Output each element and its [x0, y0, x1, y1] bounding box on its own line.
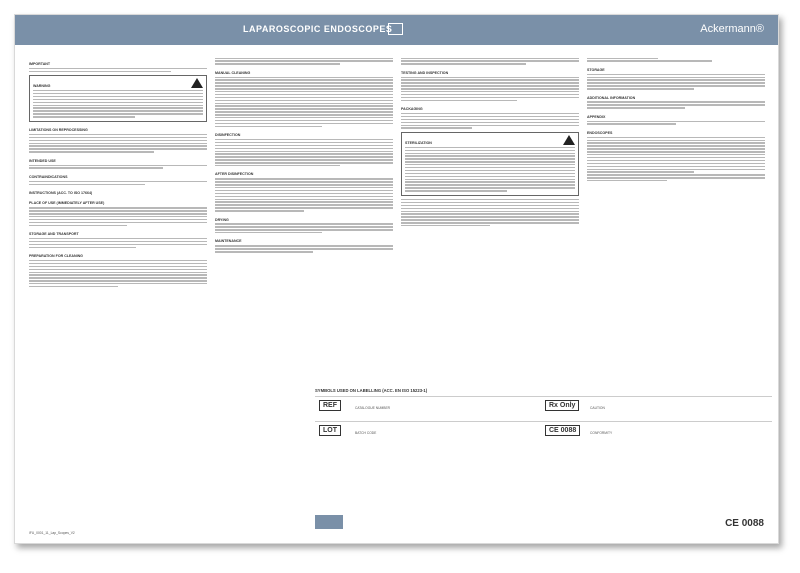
heading-intended-use: INTENDED USE	[29, 158, 56, 163]
ce-symbol: CE 0088	[545, 425, 580, 436]
heading-disinfection: DISINFECTION	[215, 133, 241, 138]
brand-logo-text: Ackermann®	[700, 23, 764, 35]
ce-symbol-label: CONFORMITY	[590, 431, 613, 435]
rx-only-label: CAUTION	[590, 406, 605, 410]
symbols-heading: SYMBOLS USED ON LABELLING (ACC. EN ISO 15223-1)	[315, 388, 428, 393]
heading-limitations: LIMITATIONS ON REPROCESSING	[29, 128, 88, 132]
column-1	[29, 56, 207, 289]
ref-symbol: REF	[319, 400, 341, 411]
lot-symbol: LOT	[319, 425, 341, 436]
warning-box	[29, 75, 207, 122]
heading-manual-cleaning: MANUAL CLEANING	[215, 70, 251, 75]
heading-maintenance: MAINTENANCE	[215, 239, 242, 244]
heading-packaging: PACKAGING	[401, 107, 423, 112]
column-4	[587, 56, 765, 183]
heading-contraindications: CONTRAINDICATIONS	[29, 174, 68, 179]
heading-endoscopes: ENDOSCOPES	[587, 130, 613, 135]
heading-important: IMPORTANT	[29, 62, 51, 66]
manual-book-icon	[388, 23, 403, 35]
heading-storage: STORAGE	[587, 67, 605, 72]
heading-warning: WARNING	[33, 84, 51, 89]
heading-sterilization: STERILIZATION	[405, 140, 432, 145]
symbols-section	[315, 388, 772, 528]
heading-drying: DRYING	[215, 217, 229, 222]
document-id: IFU_0001_11_Lap_Scopes_V2	[29, 531, 75, 535]
symbols-row	[315, 396, 772, 421]
text-lines	[29, 68, 207, 72]
header-banner	[15, 15, 778, 45]
ce-mark-footer: CE 0088	[725, 518, 764, 529]
warning-triangle-icon	[563, 135, 575, 145]
lot-symbol-label: BATCH CODE	[355, 431, 377, 435]
heading-appendix: APPENDIX	[587, 114, 606, 119]
heading-additional: ADDITIONAL INFORMATION	[587, 95, 636, 100]
heading-preparation: PREPARATION FOR CLEANING	[29, 254, 83, 259]
company-logo	[315, 515, 343, 529]
column-2	[215, 56, 393, 254]
document-title: LAPAROSCOPIC ENDOSCOPES	[243, 24, 393, 34]
document-sheet	[14, 14, 779, 544]
heading-place-of-use: PLACE OF USE (IMMEDIATELY AFTER USE)	[29, 201, 105, 206]
heading-storage-transport: STORAGE AND TRANSPORT	[29, 232, 79, 237]
warning-triangle-icon	[191, 78, 203, 88]
ref-symbol-label: CATALOGUE NUMBER	[355, 406, 391, 410]
sterilization-box	[401, 132, 579, 196]
rx-only-symbol: Rx Only	[545, 400, 579, 411]
column-3	[401, 56, 579, 228]
heading-testing: TESTING AND INSPECTION	[401, 70, 449, 75]
heading-instructions: INSTRUCTIONS (ACC. TO ISO 17664)	[29, 191, 93, 196]
symbols-row	[315, 421, 772, 446]
heading-after-disinfection: AFTER DISINFECTION	[215, 172, 254, 177]
